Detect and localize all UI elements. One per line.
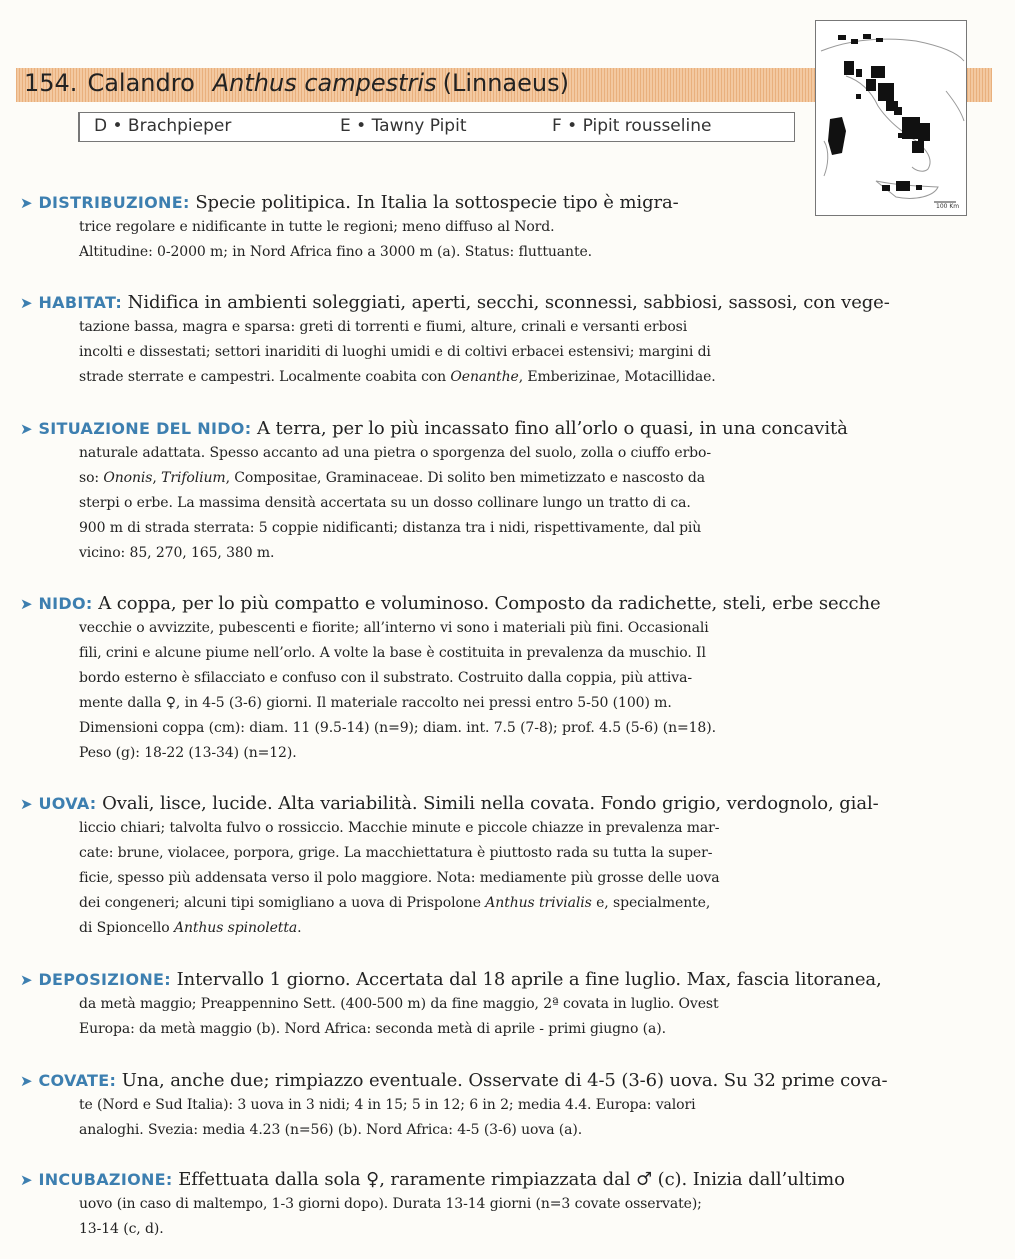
text-line: trice regolare e nidificante in tutte le regioni; meno diffuso al Nord.: [79, 219, 555, 235]
section-heading: DISTRIBUZIONE:: [38, 193, 190, 212]
french-name: F • Pipit rousseline: [552, 116, 712, 136]
text-line: uovo (in caso di maltempo, 1-3 giorni dopo). Durata 13-14 giorni (n=3 covate osservate);: [79, 1196, 702, 1212]
species-title: [24, 66, 569, 100]
italy-map-svg: [816, 21, 966, 215]
text-line: Una, anche due; rimpiazzo eventuale. Osservate di 4-5 (3-6) uova. Su 32 prime cova-: [121, 1070, 888, 1091]
section-heading: SITUAZIONE DEL NIDO:: [38, 419, 252, 438]
text-line: ficie, spesso più addensata verso il polo maggiore. Nota: mediamente più grosse delle uova: [79, 870, 720, 886]
arrow-icon: ➤: [20, 795, 33, 813]
german-name: D • Brachpieper: [94, 116, 232, 136]
text-line: te (Nord e Sud Italia): 3 uova in 3 nidi; 4 in 15; 5 in 12; 6 in 2; media 4.4. Europa: valori: [79, 1097, 696, 1113]
text-line: Europa: da metà maggio (b). Nord Africa: seconda metà di aprile - primi giugno (a).: [79, 1021, 666, 1037]
text-line: A coppa, per lo più compatto e voluminoso. Composto da radichette, steli, erbe secche: [98, 593, 881, 614]
text-line: naturale adattata. Spesso accanto ad una pietra o sporgenza del suolo, zolla o ciuffo erbo-: [79, 445, 712, 461]
section-nido: [20, 591, 996, 766]
arrow-icon: ➤: [20, 420, 33, 438]
scientific-name: Anthus campestris: [212, 69, 437, 97]
text-line: Altitudine: 0-2000 m; in Nord Africa fino a 3000 m (a). Status: fluttuante.: [79, 244, 593, 260]
text-line: so: Ononis, Trifolium, Compositae, Graminaceae. Di solito ben mimetizzato e nascosto da: [79, 470, 706, 486]
section-distribuzione: [20, 190, 996, 265]
language-names-box: [78, 112, 795, 142]
text-line: tazione bassa, magra e sparsa: greti di torrenti e fiumi, alture, crinali e versanti erbosi: [79, 319, 688, 335]
text-line: A terra, per lo più incassato fino all’orlo o quasi, in una concavità: [257, 418, 848, 439]
text-line: Peso (g): 18-22 (13-34) (n=12).: [79, 745, 297, 761]
section-covate: [20, 1068, 996, 1143]
section-heading: UOVA:: [38, 794, 97, 813]
arrow-icon: ➤: [20, 595, 33, 613]
text-line: vecchie o avvizzite, pubescenti e fiorite; all’interno vi sono i materiali più fini. Occasionali: [79, 620, 709, 636]
section-incubazione: [20, 1167, 996, 1242]
text-line: analoghi. Svezia: media 4.23 (n=56) (b). Nord Africa: 4-5 (3-6) uova (a).: [79, 1122, 583, 1138]
section-heading: COVATE:: [38, 1071, 117, 1090]
common-name: Calandro: [87, 69, 195, 97]
text-line: Intervallo 1 giorno. Accertata dal 18 aprile a fine luglio. Max, fascia litoranea,: [176, 969, 882, 990]
map-scale: 100 Km: [936, 203, 960, 210]
arrow-icon: ➤: [20, 971, 33, 989]
text-line: da metà maggio; Preappennino Sett. (400-500 m) da fine maggio, 2ª covata in luglio. Ovest: [79, 996, 719, 1012]
text-line: Specie politipica. In Italia la sottospecie tipo è migra-: [195, 192, 679, 213]
arrow-icon: ➤: [20, 1171, 33, 1189]
text-line: mente dalla ♀, in 4-5 (3-6) giorni. Il materiale raccolto nei pressi entro 5-50 (100) m.: [79, 695, 672, 711]
arrow-icon: ➤: [20, 1072, 33, 1090]
section-deposizione: [20, 967, 996, 1042]
author: (Linnaeus): [442, 69, 569, 97]
text-line: Dimensioni coppa (cm): diam. 11 (9.5-14) (n=9); diam. int. 7.5 (7-8); prof. 4.5 (5-6) (n=18).: [79, 720, 716, 736]
section-uova: [20, 791, 996, 941]
text-line: cate: brune, violacee, porpora, grige. La macchiettatura è piuttosto rada su tutta la super-: [79, 845, 713, 861]
section-heading: INCUBAZIONE:: [38, 1170, 173, 1189]
text-line: 13-14 (c, d).: [79, 1221, 164, 1237]
section-habitat: [20, 290, 996, 390]
arrow-icon: ➤: [20, 194, 33, 212]
section-heading: HABITAT:: [38, 293, 123, 312]
text-line: strade sterrate e campestri. Localmente coabita con Oenanthe, Emberizinae, Motacillidae.: [79, 369, 716, 385]
section-heading: NIDO:: [38, 594, 93, 613]
text-line: incolti e dissestati; settori inariditi di luoghi umidi e di coltivi erbacei estensivi; margini di: [79, 344, 711, 360]
text-line: Effettuata dalla sola ♀, raramente rimpiazzata dal ♂ (c). Inizia dall’ultimo: [178, 1169, 845, 1190]
section-heading: DEPOSIZIONE:: [38, 970, 171, 989]
text-line: vicino: 85, 270, 165, 380 m.: [79, 545, 275, 561]
arrow-icon: ➤: [20, 294, 33, 312]
species-number: 154.: [24, 69, 78, 97]
text-line: liccio chiari; talvolta fulvo o rossiccio. Macchie minute e piccole chiazze in prevalenza mar-: [79, 820, 720, 836]
english-name: E • Tawny Pipit: [340, 116, 467, 136]
section-situazione-del-nido: [20, 416, 996, 566]
text-line: di Spioncello Anthus spinoletta.: [79, 920, 302, 936]
text-line: 900 m di strada sterrata: 5 coppie nidificanti; distanza tra i nidi, rispettivamente, dal più: [79, 520, 702, 536]
text-line: Ovali, lisce, lucide. Alta variabilità. Simili nella covata. Fondo grigio, verdognolo, gial-: [102, 793, 879, 814]
text-line: sterpi o erbe. La massima densità accertata su un dosso collinare lungo un tratto di ca.: [79, 495, 691, 511]
text-line: bordo esterno è sfilacciato e confuso con il substrato. Costruito dalla coppia, più attiva-: [79, 670, 692, 686]
distribution-map: [815, 20, 967, 216]
text-line: dei congeneri; alcuni tipi somigliano a uova di Prispolone Anthus trivialis e, specialmente,: [79, 895, 711, 911]
text-line: Nidifica in ambienti soleggiati, aperti, secchi, sconnessi, sabbiosi, sassosi, con vege-: [127, 292, 890, 313]
text-line: fili, crini e alcune piume nell’orlo. A volte la base è costituita in prevalenza da muschio. Il: [79, 645, 706, 661]
